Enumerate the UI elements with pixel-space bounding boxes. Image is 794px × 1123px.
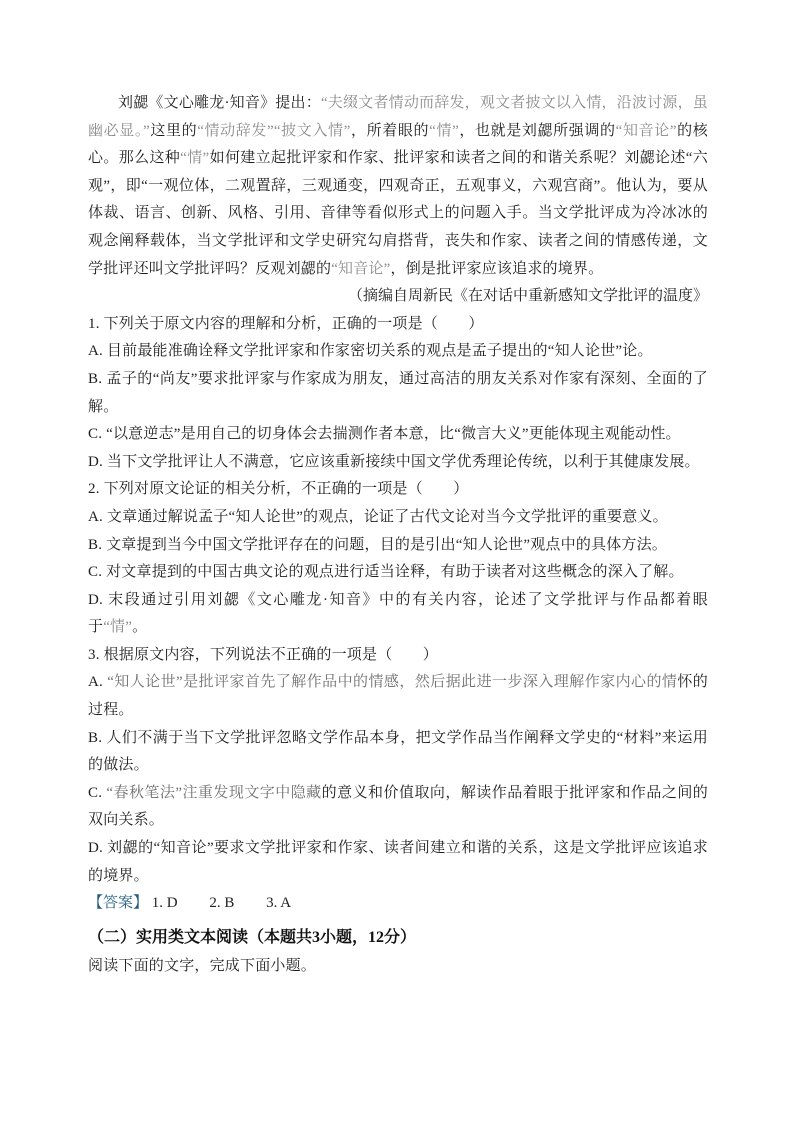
answer-line [88,890,708,918]
text-run: “情” [429,122,459,139]
question-2-option-a [88,504,708,532]
text-run: “情动辞发”“披文入情” [197,122,351,139]
answer-label: 【答案】 [88,895,149,912]
text-run: B. 孟子的“尚友”要求批评家与作家成为朋友，通过高洁的朋友关系对作家有深刻、全面的了解。 [88,370,708,415]
text-run: “知人论世”是批评家首先了解作品中的情感，然后据此进一步深入理解作家内心的情 [107,674,678,691]
text-run: ，所着眼的 [350,122,430,139]
text-run: B. 文章提到当今中国文学批评存在的问题，目的是引出“知人论世”观点中的具体方法。 [88,536,668,553]
text-run: 的核心。那么这种 [88,122,708,167]
question-3-option-a [88,669,708,724]
text-run: ，也就是刘勰所强调的 [458,122,616,139]
question-2-option-b [88,532,708,560]
question-3-stem: 3. 根据原文内容，下列说法不正确的一项是（ ） [88,646,439,663]
question-1-option-a [88,338,708,366]
question-2-option-c [88,559,708,587]
text-run: “情” [180,150,210,167]
answer-item-1: 1. D [151,895,178,912]
text-run: 的意义和价值取向，解读作品着眼于批评家和作品之间的双向关系。 [88,784,708,829]
question-3-option-b [88,725,708,780]
section-2-heading: （二）实用类文本阅读（本题共3小题，12分） [88,928,417,946]
text-run: A. 文章通过解说孟子“知人论世”的观点，论证了古代文论对当今文学批评的重要意义。 [88,508,668,525]
text-run: “春秋笔法”注重发现文字中隐藏 [106,784,322,801]
text-run: A. [88,674,108,691]
answer-item-3: 3. A [266,895,292,912]
answer-item-2: 2. B [209,895,235,912]
question-2-option-d [88,587,708,642]
text-run: D. 刘勰的“知音论”要求文学批评家和作家、读者间建立和谐的关系，这是文学批评应该追求的境界。 [88,840,708,884]
text-run: “知音论” [615,122,677,139]
question-1-option-c [88,421,708,449]
text-run: 如何建立起批评家和作家、批评家和读者之间的和谐关系呢？刘勰论述“六观”，即“一观位体，二观置辞，三观通变，四观奇正，五观事义，六观宫商”。他认为，要从体裁、语言、创新、风格、引用、音律等看似形式上的问题入手。当文学批评成为冷冰冰的观念阐释载体，当文学批评和文学史研究勾肩搭背，丧失和作家、读者之间的情感传递，文学批评还叫文学批评吗？反观刘勰的 [88,150,709,277]
question-3-option-c [88,780,708,835]
text-run: 。 [132,619,148,636]
text-run: C. [88,784,107,801]
text-run: 怀的过程。 [88,674,709,719]
text-run: C. “以意逆志”是用自己的切身体会去揣测作者本意，比“微言大义”更能体现主观能动性。 [88,426,681,443]
text-run: “情” [103,619,133,636]
question-2-stem: 2. 下列对原文论证的相关分析，不正确的一项是（ ） [88,481,469,498]
text-run: A. 目前最能准确诠释文学批评家和作家密切关系的观点是孟子提出的“知人论世”论。 [88,343,653,360]
question-3-option-d [88,835,708,890]
text-run: B. 人们不满于当下文学批评忽略文学作品本身，把文学作品当作阐释文学史的“材料”来运用的做法。 [88,729,708,774]
text-run: “夫缀文者情动而辞发，观文者披文以入情，沿波讨源，虽幽必显。” [88,95,708,139]
text-run: D. 当下文学批评让人不满意，它应该重新接续中国文学优秀理论传统，以利于其健康发展。 [88,453,700,470]
question-1-stem: 1. 下列关于原文内容的理解和分析，正确的一项是（ ） [88,315,484,332]
text-run: 刘勰《文心雕龙·知音》提出： [118,95,321,111]
text-run: ，倒是批评家应该追求的境界。 [390,260,604,277]
question-1-option-d [88,449,708,477]
text-run: 这里的 [149,122,198,139]
text-run: C. 对文章提到的中国古典文论的观点进行适当诠释，有助于读者对这些概念的深入了解。 [88,564,684,581]
question-1-option-b [88,366,708,421]
text-run: D. 末段通过引用刘勰《文心雕龙·知音》中的有关内容，论述了文学批评与作品都着眼于 [88,591,708,636]
passage-paragraph [88,90,708,283]
passage-attribution: （摘编自周新民《在对话中重新感知文学批评的温度》 [347,288,708,305]
text-run: “知音论” [331,260,391,277]
section-2-intro: 阅读下面的文字，完成下面小题。 [88,957,317,974]
